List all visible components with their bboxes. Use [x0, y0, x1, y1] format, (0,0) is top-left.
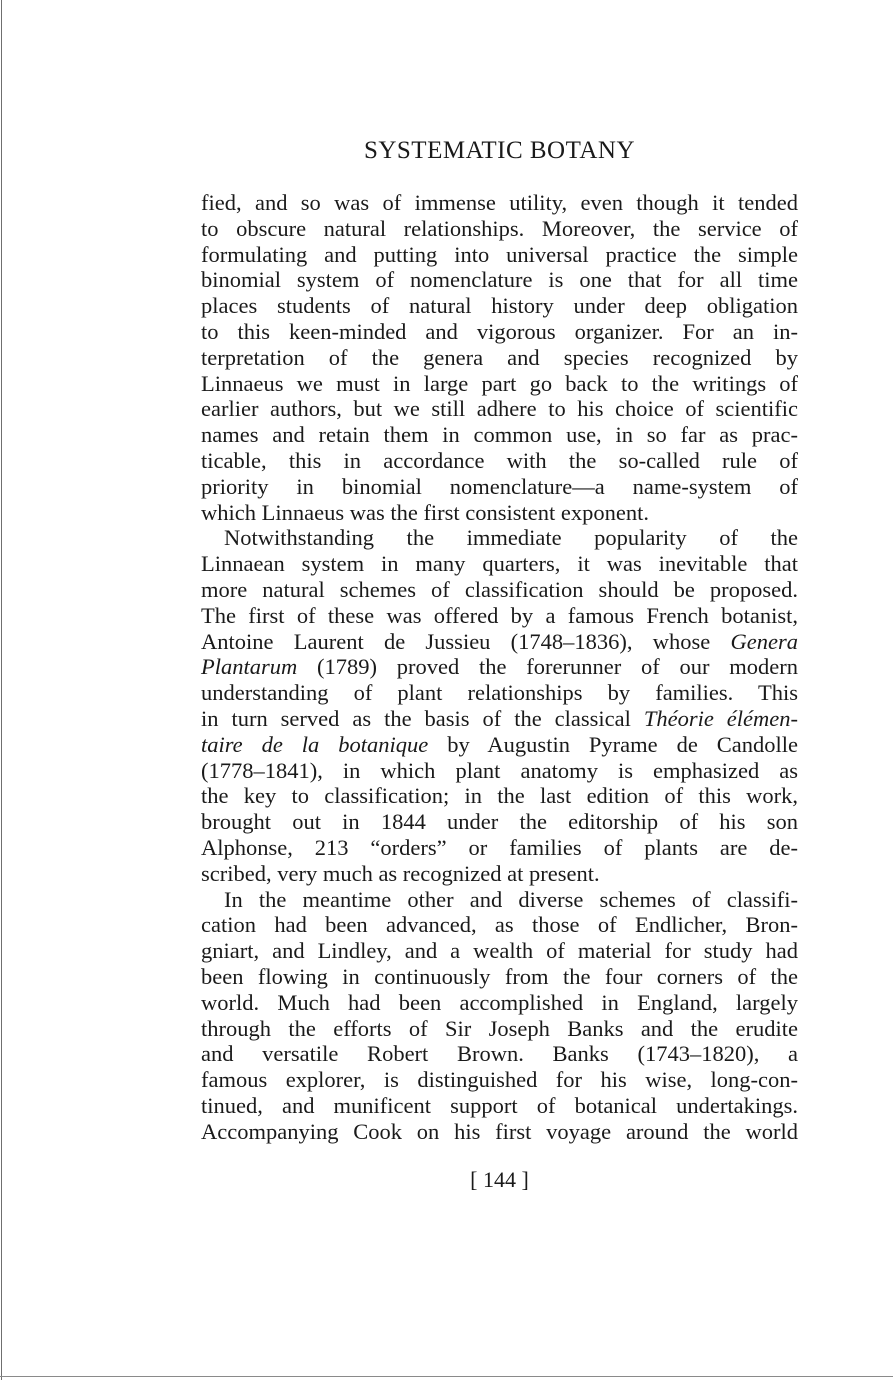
text-line: ticable, this in accordance with the so-called rule of	[201, 448, 798, 473]
text-line: the key to classification; in the last edition of this work,	[201, 783, 798, 809]
text-line: (1778–1841), in which plant anatomy is emphasized as	[201, 757, 798, 783]
text-line: places students of natural history under deep obligation	[201, 293, 798, 319]
text-line: scribed, very much as recognized at present.	[201, 860, 600, 886]
text-line: and versatile Robert Brown. Banks (1743–1820), a	[201, 1041, 798, 1067]
text-line: gniart, and Lindley, and a wealth of material for study had	[201, 938, 798, 964]
text-line: more natural schemes of classification should be proposed.	[201, 577, 798, 602]
italic-title: Plantarum	[201, 654, 298, 680]
text-line: cation had been advanced, as those of Endlicher, Bron-	[201, 912, 798, 938]
text-line: binomial system of nomenclature is one that for all time	[201, 267, 798, 293]
italic-title: taire de la botanique	[201, 731, 429, 757]
text-line: The first of these was offered by a famous French botanist,	[201, 602, 798, 628]
italic-title: Théorie élémen-	[643, 706, 799, 731]
text-line: Accompanying Cook on his first voyage around the world	[201, 1118, 798, 1144]
text-line: brought out in 1844 under the editorship of his son	[201, 809, 798, 835]
text-line: priority in binomial nomenclature—a name-system of	[201, 473, 798, 499]
text-line: which Linnaeus was the first consistent exponent.	[201, 499, 650, 525]
text-line: Notwithstanding the immediate popularity of the	[224, 525, 798, 551]
text-line: earlier authors, but we still adhere to his choice of scientific	[201, 396, 798, 422]
text-line: been flowing in continuously from the four corners of the	[201, 964, 798, 989]
text-line: names and retain them in common use, in so far as prac-	[201, 422, 798, 448]
text-line: in turn served as the basis of the classical Théorie élémen-	[201, 706, 799, 731]
text-line: formulating and putting into universal practice the simple	[201, 241, 798, 267]
text-line: tinued, and munificent support of botanical undertakings.	[201, 1093, 798, 1118]
text-line: Plantarum (1789) proved the forerunner of our modern	[201, 654, 798, 680]
text-line: taire de la botanique by Augustin Pyrame de Candolle	[201, 731, 799, 757]
page-number: [ 144 ]	[470, 1167, 529, 1192]
text-line: Alphonse, 213 “orders” or families of plants are de-	[201, 835, 798, 860]
text-line: fied, and so was of immense utility, even though it tended	[201, 190, 798, 215]
text-line: In the meantime other and diverse schemes of classifi-	[224, 886, 798, 912]
italic-title: Genera	[730, 628, 798, 654]
text-line: famous explorer, is distinguished for his wise, long-con-	[201, 1067, 798, 1093]
text-line: to obscure natural relationships. Moreover, the service of	[201, 215, 798, 241]
text-line: through the efforts of Sir Joseph Banks and the erudite	[201, 1015, 798, 1041]
text-line: world. Much had been accomplished in England, largely	[201, 989, 798, 1015]
text-line: to this keen-minded and vigorous organizer. For an in-	[201, 319, 798, 344]
page-edge-rule	[1, 0, 2, 1380]
text-line: Linnaean system in many quarters, it was inevitable that	[201, 551, 798, 577]
text-line: understanding of plant relationships by families. This	[201, 680, 798, 706]
page-bottom-rule	[0, 1376, 893, 1377]
running-head: SYSTEMATIC BOTANY	[363, 137, 636, 164]
text-line: Linnaeus we must in large part go back to the writings of	[201, 370, 798, 396]
text-line: Antoine Laurent de Jussieu (1748–1836), whose Genera	[201, 628, 798, 654]
text-line: terpretation of the genera and species recognized by	[201, 344, 798, 370]
